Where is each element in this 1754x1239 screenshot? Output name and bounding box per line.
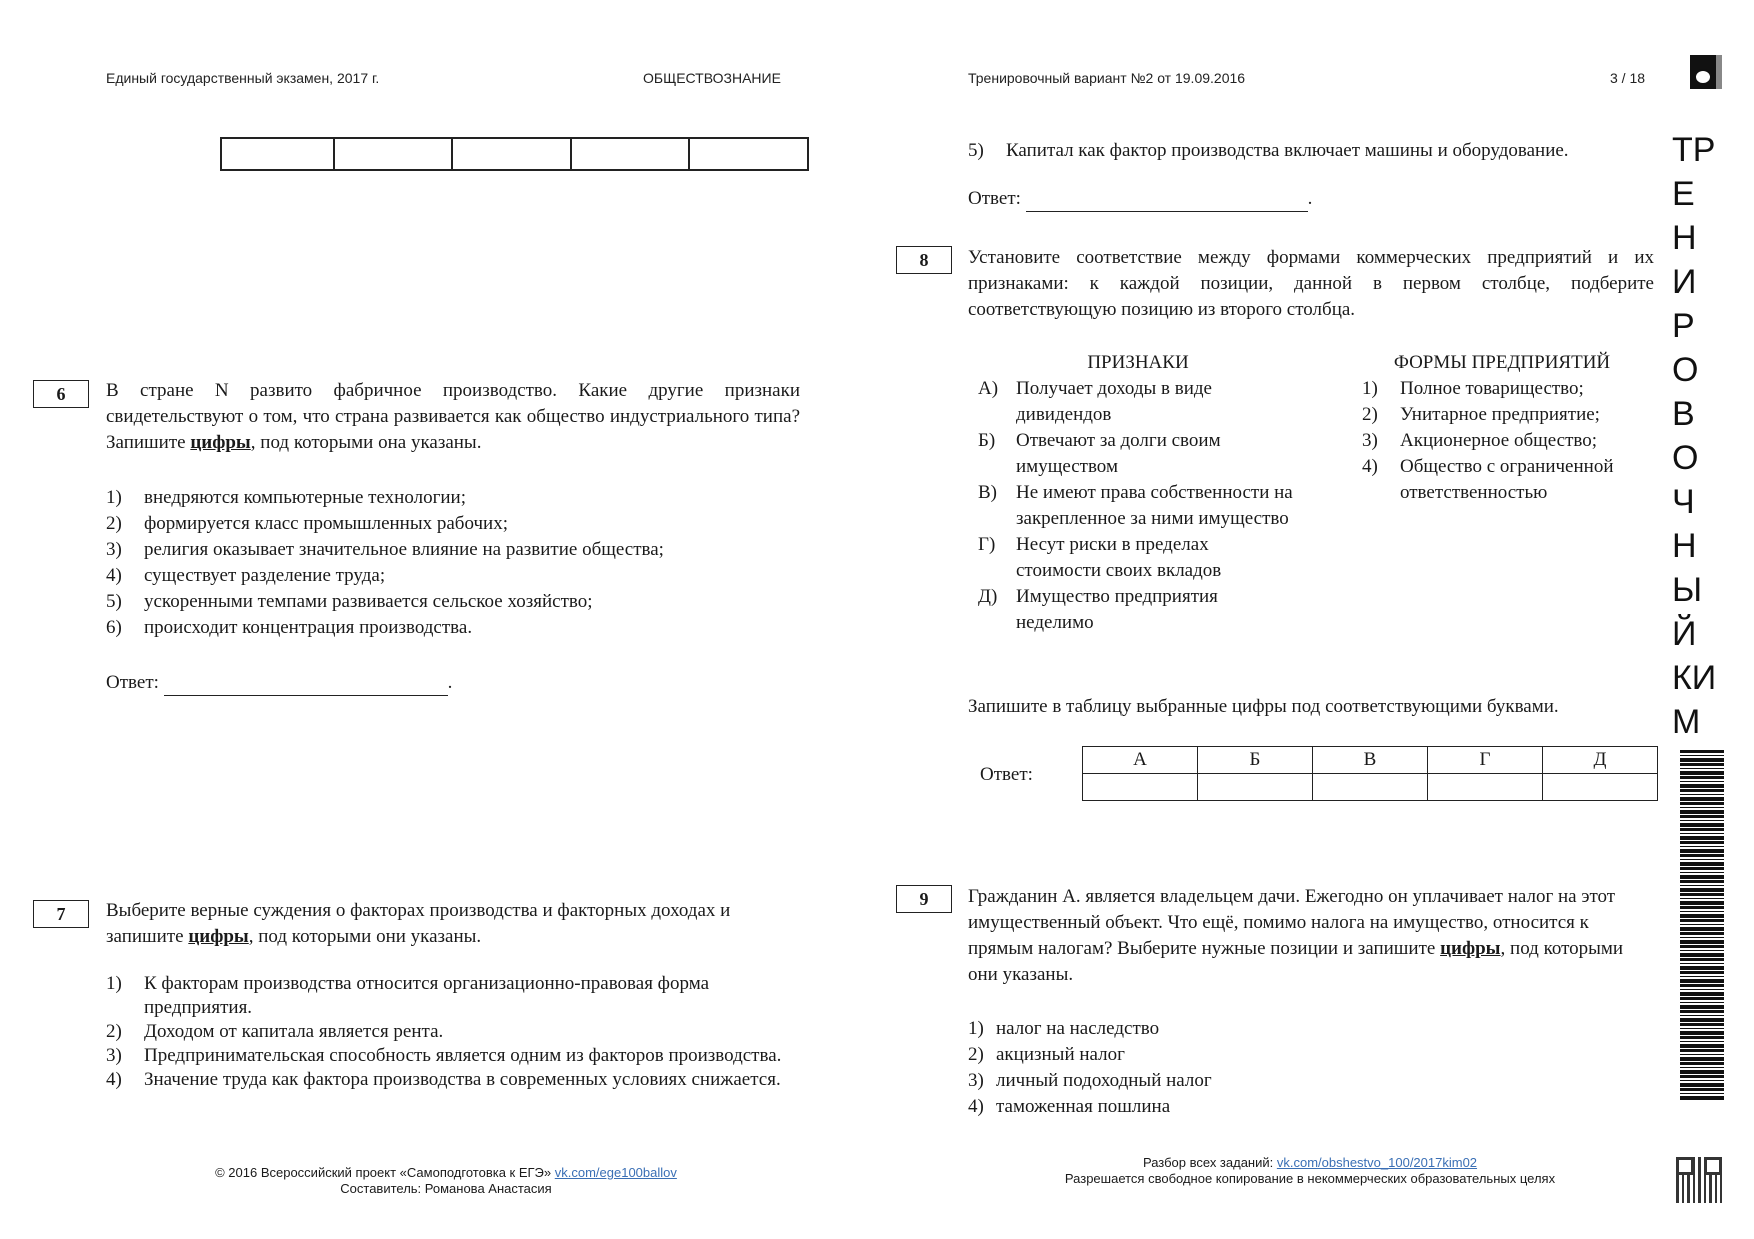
footer-author: Составитель: Романова Анастасия bbox=[340, 1181, 552, 1196]
footer-link-vk[interactable]: vk.com/ege100ballov bbox=[554, 1165, 677, 1180]
footer-left: © 2016 Всероссийский проект «Самоподготовка к ЕГЭ» vk.com/ege100ballov Составитель: Романова Анастасия bbox=[215, 1165, 677, 1196]
answer-label: Ответ: bbox=[968, 188, 1021, 209]
option-item: 3) Предпринимательская способность является одним из факторов производства. bbox=[106, 1045, 782, 1066]
question-number-8: 8 bbox=[896, 246, 952, 274]
features-title: ПРИЗНАКИ bbox=[1087, 352, 1189, 373]
feature-item: Б) Отвечают за долги своим имуществом bbox=[978, 430, 1221, 477]
option-item: 5) ускоренными темпами развивается сельское хозяйство; bbox=[106, 591, 593, 612]
answer-field-7[interactable] bbox=[1026, 193, 1308, 212]
answer-label: Ответ: bbox=[980, 764, 1033, 785]
answer-cell-a[interactable] bbox=[1083, 774, 1198, 801]
answer-cell-b[interactable] bbox=[1198, 774, 1313, 801]
answer-cell-g[interactable] bbox=[1428, 774, 1543, 801]
question-9-text bbox=[968, 884, 1638, 988]
logo-icon bbox=[1690, 55, 1722, 89]
option-item: 2) акцизный налог bbox=[968, 1044, 1125, 1065]
question-9-prompt-end: , под которыми они указаны. bbox=[968, 938, 1624, 985]
question-7-answer: Ответ: . bbox=[968, 186, 1312, 212]
subject-title: ОБЩЕСТВОЗНАНИЕ bbox=[643, 70, 781, 86]
answer-table-row bbox=[1083, 774, 1658, 801]
option-item: 1) внедряются компьютерные технологии; bbox=[106, 487, 466, 508]
footer-link-analysis[interactable]: vk.com/obshestvo_100/2017kim02 bbox=[1276, 1155, 1478, 1170]
feature-item: Д) Имущество предприятия неделимо bbox=[978, 586, 1218, 633]
answer-label: Ответ: bbox=[106, 672, 159, 693]
form-item: 2) Унитарное предприятие; bbox=[1362, 404, 1600, 425]
emphasis-digits: цифры bbox=[190, 432, 251, 453]
question-6-answer: Ответ: . bbox=[106, 670, 452, 696]
form-item: 4) Общество с ограниченной ответственностью bbox=[1362, 456, 1614, 503]
feature-item: В) Не имеют права собственности на закрепленное за ними имущество bbox=[978, 482, 1293, 529]
answer-grid-top bbox=[220, 137, 809, 171]
question-7-prompt-end: , под которыми они указаны. bbox=[248, 926, 482, 947]
option-item: 1) налог на наследство bbox=[968, 1018, 1160, 1039]
answer-table-8 bbox=[1082, 746, 1658, 801]
question-7-option-5: 5) Капитал как фактор производства включает машины и оборудование. bbox=[968, 140, 1569, 161]
question-7-text bbox=[106, 898, 796, 950]
answer-cell-d[interactable] bbox=[1543, 774, 1658, 801]
emphasis-digits: цифры bbox=[1440, 938, 1501, 959]
forms-list bbox=[1362, 376, 1642, 506]
feature-item: Г) Несут риски в пределах стоимости своих вкладов bbox=[978, 534, 1222, 581]
option-item: 6) происходит концентрация производства. bbox=[106, 617, 473, 638]
answer-cell-v[interactable] bbox=[1313, 774, 1428, 801]
question-number-7: 7 bbox=[33, 900, 89, 928]
question-6-prompt: В стране N развито фабричное производство. Какие другие признаки свидетельствуют о том, что страна развивается как общество индустриального типа? Запишите bbox=[106, 380, 800, 453]
question-9-options bbox=[968, 1016, 1468, 1120]
option-item: 2) Доходом от капитала является рента. bbox=[106, 1021, 444, 1042]
emphasis-digits: цифры bbox=[188, 926, 249, 947]
question-7-prompt: Выберите верные суждения о факторах производства и факторных доходах и запишите bbox=[106, 900, 731, 947]
question-7-options bbox=[106, 972, 786, 1092]
question-9-prompt: Гражданин А. является владельцем дачи. Ежегодно он уплачивает налог на этот имущественный объект. Что ещё, помимо налога на имущество, относится к прямым налогам? Выберите нужные позиции и запишите bbox=[968, 886, 1616, 959]
page-number: 3 / 18 bbox=[1610, 70, 1646, 86]
side-label-training-kim: ТР Е Н И Р О В О Ч Н Ы Й КИ М bbox=[1672, 131, 1717, 741]
features-list bbox=[978, 376, 1298, 636]
option-item: 1) К факторам производства относится организационно-правовая форма предприятия. bbox=[106, 973, 710, 1018]
barcode-icon bbox=[1680, 750, 1724, 1100]
forms-title: ФОРМЫ ПРЕДПРИЯТИЙ bbox=[1393, 352, 1611, 373]
question-8-text: Установите соответствие между формами коммерческих предприятий и их признаками: к каждой позиции, данной в первом столбце, подберите соответствующую позицию из второго столбца. bbox=[968, 247, 1654, 320]
option-item: 3) религия оказывает значительное влияние на развитие общества; bbox=[106, 539, 664, 560]
question-6-prompt-end: , под которыми она указаны. bbox=[250, 432, 482, 453]
qr-code-icon bbox=[1676, 1157, 1722, 1203]
option-item: 3) личный подоходный налог bbox=[968, 1070, 1212, 1091]
question-6-text bbox=[106, 378, 800, 456]
question-6-options bbox=[106, 485, 806, 641]
answer-table-header: А Б В Г Д bbox=[1083, 747, 1658, 774]
question-number-6: 6 bbox=[33, 380, 89, 408]
footer-license: Разрешается свободное копирование в некоммерческих образовательных целях bbox=[1064, 1171, 1556, 1186]
footer-right: Разбор всех заданий: vk.com/obshestvo_100/2017kim02 Разрешается свободное копирование в некоммерческих образовательных целях bbox=[1064, 1155, 1556, 1186]
question-8-instruction: Запишите в таблицу выбранные цифры под соответствующими буквами. bbox=[968, 696, 1559, 717]
exam-title: Единый государственный экзамен, 2017 г. bbox=[106, 70, 380, 86]
feature-item: А) Получает доходы в виде дивидендов bbox=[978, 378, 1212, 425]
option-item: 4) Значение труда как фактора производства в современных условиях снижается. bbox=[106, 1069, 781, 1090]
option-item: 4) существует разделение труда; bbox=[106, 565, 386, 586]
form-item: 1) Полное товарищество; bbox=[1362, 378, 1584, 399]
question-number-9: 9 bbox=[896, 885, 952, 913]
option-item: 4) таможенная пошлина bbox=[968, 1096, 1171, 1117]
variant-title: Тренировочный вариант №2 от 19.09.2016 bbox=[968, 70, 1246, 86]
form-item: 3) Акционерное общество; bbox=[1362, 430, 1598, 451]
option-item: 2) формируется класс промышленных рабочих; bbox=[106, 513, 508, 534]
answer-field-6[interactable] bbox=[164, 677, 448, 696]
forms-column bbox=[1362, 350, 1642, 506]
features-column bbox=[978, 350, 1298, 636]
